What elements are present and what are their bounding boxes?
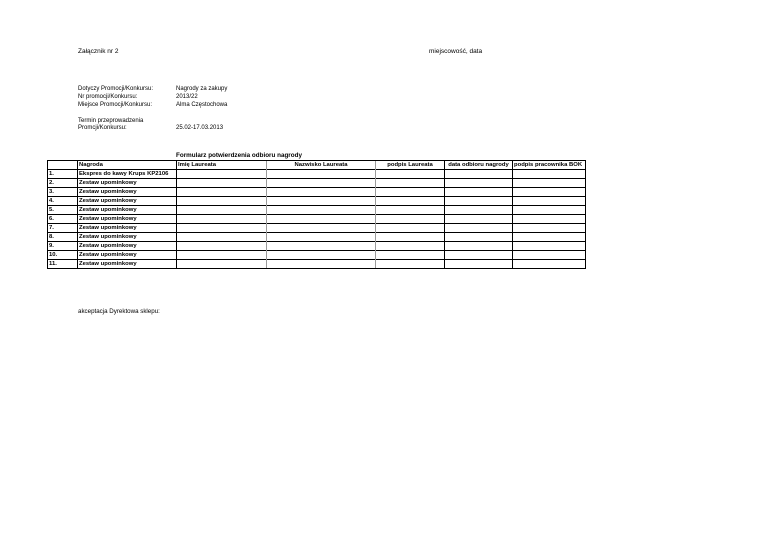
staff-signature-cell[interactable] <box>513 215 586 224</box>
promotion-term-value: 25.02-17.03.2013 <box>176 125 224 131</box>
table-row <box>48 242 586 251</box>
date-cell[interactable] <box>445 242 513 251</box>
staff-signature-cell[interactable] <box>513 233 586 242</box>
signature-cell[interactable] <box>376 215 445 224</box>
first-name-cell[interactable] <box>177 197 267 206</box>
place-date-label: miejscowość, data <box>429 48 483 55</box>
prize-column-header: Nagroda <box>78 161 177 170</box>
promotion-term-label-line2: Promcji/Konkursu: <box>78 125 127 131</box>
date-cell[interactable] <box>445 224 513 233</box>
table-row <box>48 170 586 179</box>
signature-cell[interactable] <box>376 170 445 179</box>
staff-signature-cell[interactable] <box>513 197 586 206</box>
date-cell[interactable] <box>445 215 513 224</box>
prize-cell: Zestaw upominkowy <box>78 224 177 233</box>
row-number-cell: 4. <box>48 197 78 206</box>
row-number-cell: 9. <box>48 242 78 251</box>
signature-cell[interactable] <box>376 188 445 197</box>
staff-signature-column-header: podpis pracownika BOK <box>513 161 586 170</box>
prize-cell: Zestaw upominkowy <box>78 197 177 206</box>
staff-signature-cell[interactable] <box>513 242 586 251</box>
signature-cell[interactable] <box>376 179 445 188</box>
prize-cell: Zestaw upominkowy <box>78 215 177 224</box>
last-name-cell[interactable] <box>267 260 376 269</box>
signature-cell[interactable] <box>376 197 445 206</box>
row-number-cell: 1. <box>48 170 78 179</box>
first-name-cell[interactable] <box>177 179 267 188</box>
first-name-cell[interactable] <box>177 242 267 251</box>
last-name-cell[interactable] <box>267 242 376 251</box>
prize-cell: Ekspres do kawy Krups KP2106 <box>78 170 177 179</box>
last-name-cell[interactable] <box>267 251 376 260</box>
date-cell[interactable] <box>445 251 513 260</box>
staff-signature-cell[interactable] <box>513 260 586 269</box>
date-cell[interactable] <box>445 206 513 215</box>
row-number-cell: 3. <box>48 188 78 197</box>
last-name-cell[interactable] <box>267 179 376 188</box>
table-row <box>48 197 586 206</box>
date-cell[interactable] <box>445 233 513 242</box>
table-row <box>48 260 586 269</box>
signature-cell[interactable] <box>376 260 445 269</box>
prize-cell: Zestaw upominkowy <box>78 188 177 197</box>
promotion-location-label: Miejsce Promocji/Konkursu: <box>78 102 153 108</box>
prize-cell: Zestaw upominkowy <box>78 260 177 269</box>
row-number-cell: 5. <box>48 206 78 215</box>
prize-cell: Zestaw upominkowy <box>78 242 177 251</box>
director-acceptance-label: akceptacja Dyrektowa sklepu: <box>78 308 160 315</box>
signature-cell[interactable] <box>376 233 445 242</box>
signature-cell[interactable] <box>376 224 445 233</box>
row-number-cell: 7. <box>48 224 78 233</box>
promotion-number-value: 2013/22 <box>176 94 198 100</box>
prize-cell: Zestaw upominkowy <box>78 233 177 242</box>
first-name-cell[interactable] <box>177 215 267 224</box>
first-name-column-header: Imię Laureata <box>177 161 267 170</box>
date-cell[interactable] <box>445 179 513 188</box>
date-cell[interactable] <box>445 170 513 179</box>
staff-signature-cell[interactable] <box>513 206 586 215</box>
staff-signature-cell[interactable] <box>513 188 586 197</box>
signature-column-header: podpis Laureata <box>376 161 445 170</box>
staff-signature-cell[interactable] <box>513 251 586 260</box>
promotion-number-label: Nr promocji/Konkursu: <box>78 94 138 100</box>
signature-cell[interactable] <box>376 242 445 251</box>
last-name-column-header: Nazwisko Laureata <box>267 161 376 170</box>
promotion-label: Dotyczy Promocji/Konkursu: <box>78 86 154 92</box>
first-name-cell[interactable] <box>177 206 267 215</box>
signature-cell[interactable] <box>376 251 445 260</box>
row-number-cell: 8. <box>48 233 78 242</box>
staff-signature-cell[interactable] <box>513 170 586 179</box>
prize-receipt-table <box>47 160 586 269</box>
table-row <box>48 179 586 188</box>
last-name-cell[interactable] <box>267 224 376 233</box>
last-name-cell[interactable] <box>267 233 376 242</box>
row-number-cell: 2. <box>48 179 78 188</box>
last-name-cell[interactable] <box>267 206 376 215</box>
first-name-cell[interactable] <box>177 251 267 260</box>
prize-cell: Zestaw upominkowy <box>78 251 177 260</box>
attachment-label: Załącznik nr 2 <box>78 48 119 55</box>
date-cell[interactable] <box>445 197 513 206</box>
row-number-cell: 11. <box>48 260 78 269</box>
first-name-cell[interactable] <box>177 170 267 179</box>
row-number-cell: 10. <box>48 251 78 260</box>
form-title: Formularz potwierdzenia odbioru nagrody <box>176 152 302 159</box>
staff-signature-cell[interactable] <box>513 224 586 233</box>
signature-cell[interactable] <box>376 206 445 215</box>
row-number-cell: 6. <box>48 215 78 224</box>
first-name-cell[interactable] <box>177 260 267 269</box>
first-name-cell[interactable] <box>177 224 267 233</box>
table-row <box>48 251 586 260</box>
first-name-cell[interactable] <box>177 233 267 242</box>
table-header-row <box>48 161 586 170</box>
last-name-cell[interactable] <box>267 215 376 224</box>
table-row <box>48 206 586 215</box>
promotion-value: Nagrody za zakupy <box>176 86 228 92</box>
promotion-location-value: Alma Częstochowa <box>176 102 228 108</box>
date-cell[interactable] <box>445 188 513 197</box>
prize-cell: Zestaw upominkowy <box>78 179 177 188</box>
no-header-cell <box>48 161 78 170</box>
first-name-cell[interactable] <box>177 188 267 197</box>
table-row <box>48 188 586 197</box>
staff-signature-cell[interactable] <box>513 179 586 188</box>
table-row <box>48 224 586 233</box>
date-column-header: data odbioru nagrody <box>445 161 513 170</box>
last-name-cell[interactable] <box>267 197 376 206</box>
date-cell[interactable] <box>445 260 513 269</box>
prize-cell: Zestaw upominkowy <box>78 206 177 215</box>
last-name-cell[interactable] <box>267 188 376 197</box>
promotion-term-label-line1: Termin przeprowadzenia <box>78 118 144 124</box>
table-row <box>48 233 586 242</box>
last-name-cell[interactable] <box>267 170 376 179</box>
table-row <box>48 215 586 224</box>
